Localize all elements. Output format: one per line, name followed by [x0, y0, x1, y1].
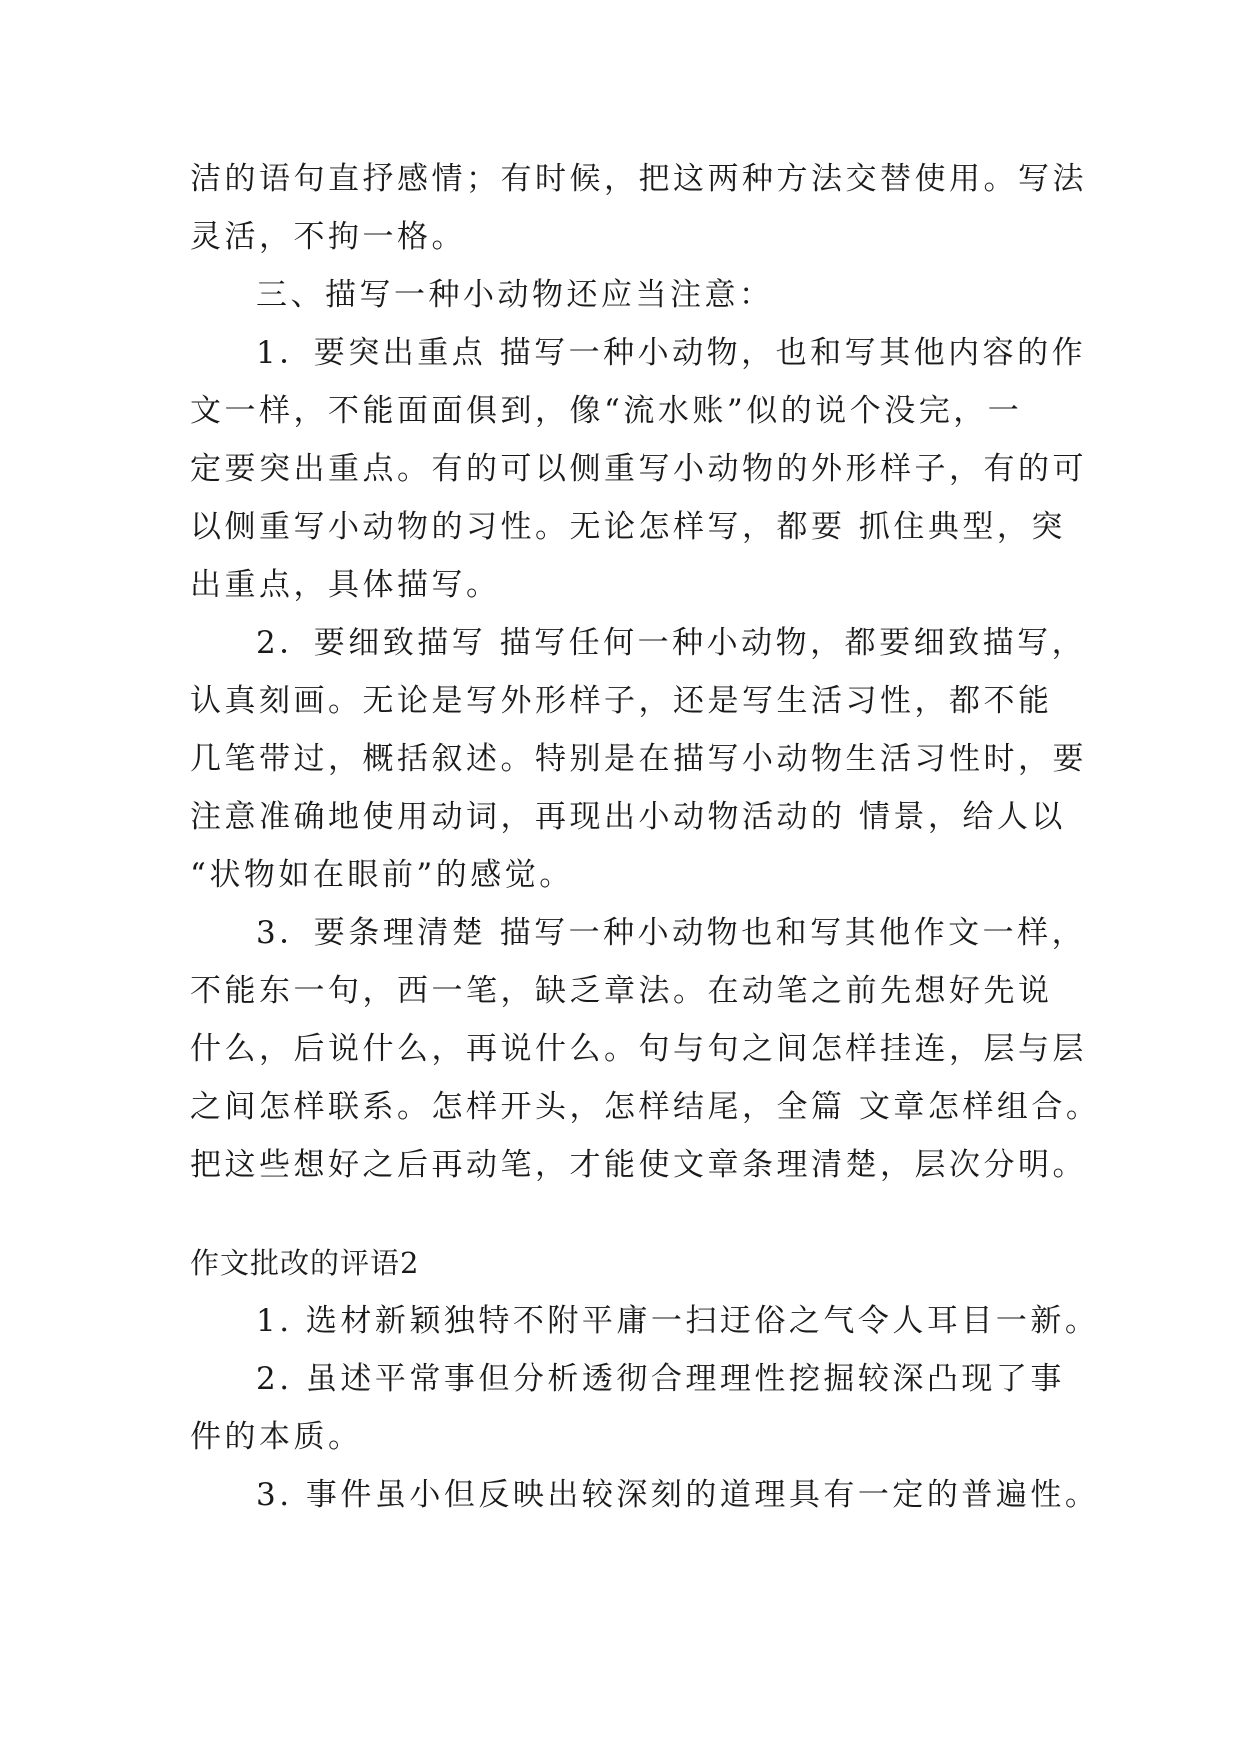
point-2-line: 注意准确地使用动词，再现出小动物活动的 情景，给人以	[190, 799, 1066, 835]
point-1-line: 以侧重写小动物的习性。无论怎样写，都要 抓住典型，突	[190, 509, 1066, 545]
point-3-line: 什么，后说什么，再说什么。句与句之间怎样挂连，层与层	[190, 1031, 1087, 1067]
paragraph-line: 洁的语句直抒感情；有时候，把这两种方法交替使用。写法	[190, 161, 1087, 197]
section-title: 作文批改的评语2	[190, 1246, 420, 1280]
point-3-line: 3．要条理清楚 描写一种小动物也和写其他作文一样，	[256, 915, 1087, 951]
section-heading-three: 三、描写一种小动物还应当注意：	[256, 277, 774, 313]
paragraph-line: 灵活，不拘一格。	[190, 219, 466, 255]
comment-line: 2. 虽述平常事但分析透彻合理理性挖掘较深凸现了事	[256, 1361, 1065, 1397]
point-2-line: “状物如在眼前”的感觉。	[190, 857, 574, 893]
point-1-line: 定要突出重点。有的可以侧重写小动物的外形样子，有的可	[190, 451, 1087, 487]
point-1-line: 1．要突出重点 描写一种小动物，也和写其他内容的作	[256, 335, 1087, 371]
comment-line: 3. 事件虽小但反映出较深刻的道理具有一定的普遍性。	[256, 1477, 1100, 1513]
document-page	[190, 150, 1101, 1524]
point-2-line: 几笔带过，概括叙述。特别是在描写小动物生活习性时，要	[190, 741, 1087, 777]
comment-line: 1. 选材新颖独特不附平庸一扫迂俗之气令人耳目一新。	[256, 1303, 1100, 1339]
comment-line: 件的本质。	[190, 1419, 363, 1455]
point-2-line: 2．要细致描写 描写任何一种小动物，都要细致描写，	[256, 625, 1087, 661]
point-3-line: 把这些想好之后再动笔，才能使文章条理清楚，层次分明。	[190, 1147, 1087, 1183]
point-2-line: 认真刻画。无论是写外形样子，还是写生活习性，都不能	[190, 683, 1053, 719]
section-spacer	[190, 1194, 1070, 1234]
point-3-line: 不能东一句，西一笔，缺乏章法。在动笔之前先想好先说	[190, 973, 1053, 1009]
point-1-line: 出重点，具体描写。	[190, 567, 501, 603]
point-1-line: 文一样，不能面面俱到，像“流水账”似的说个没完，一	[190, 393, 1023, 429]
point-3-line: 之间怎样联系。怎样开头，怎样结尾，全篇 文章怎样组合。	[190, 1089, 1101, 1125]
